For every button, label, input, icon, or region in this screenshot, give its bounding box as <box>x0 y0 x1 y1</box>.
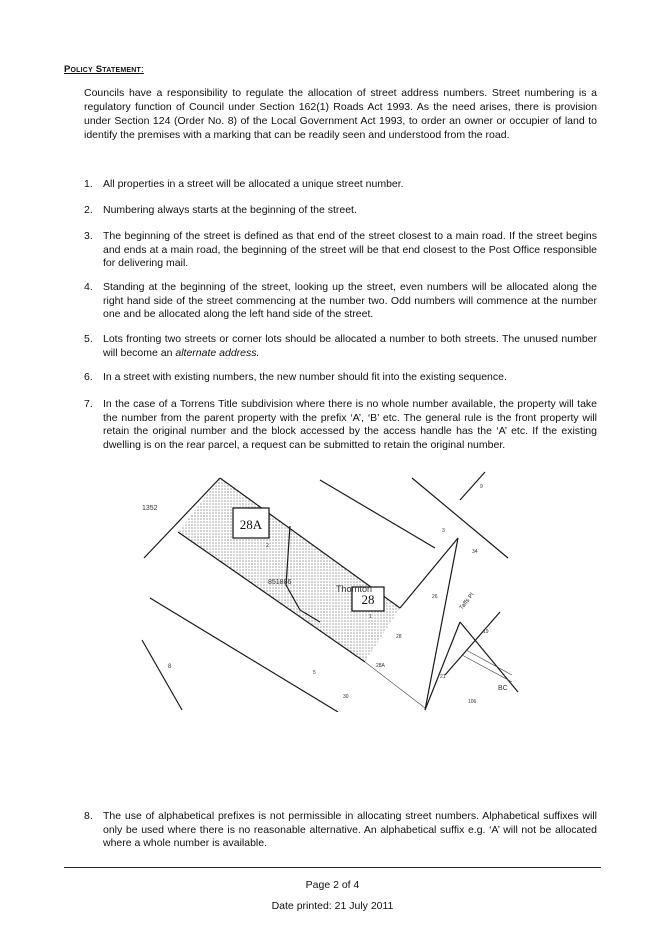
parcel-label: 26 <box>432 594 438 600</box>
parcel-label: 28 <box>396 634 402 640</box>
item-text: The use of alphabetical prefixes is not permissible in allocating street numbers. Alphabetical suffixes will only be used where there is no reasonable alternative. An alphabetical suffix e.g. ‘A’ will not be allocated where a whole number is available. <box>103 810 597 850</box>
parcel-label: BC <box>498 685 508 692</box>
list-item <box>84 204 597 218</box>
subject-lot-shading <box>178 478 400 662</box>
list-item <box>84 398 597 452</box>
parcel-label: 9 <box>480 484 483 490</box>
lot-28-label: 28 <box>361 592 375 607</box>
street-name-label: Thornton <box>336 584 373 594</box>
parcel-label: 106 <box>468 699 477 705</box>
item-number: 5. <box>84 333 93 345</box>
parcel-label: 3 <box>442 528 445 534</box>
dp-number-label: 851886 <box>268 579 292 586</box>
item-number: 8. <box>84 810 93 822</box>
list-item <box>84 281 597 322</box>
item-number: 6. <box>84 371 93 383</box>
parcel-label: 8 <box>168 664 172 670</box>
item-number: 7. <box>84 398 93 410</box>
item-text: In the case of a Torrens Title subdivision where there is no whole number available, the property will take the number from the parent property with the prefix ‘A’, ‘B’ etc. The general rule is the front property will retain the original number and the block accessed by the access handle has the ‘A’ etc. If the existing dwelling is on the rear parcel, a request can be submitted to retain the original number. <box>103 398 597 451</box>
side-street-label: Taffs Pl <box>458 592 476 612</box>
alternate-address-emphasis: alternate address. <box>175 346 260 359</box>
parcel-label: 30 <box>343 694 349 700</box>
list-item <box>84 810 597 851</box>
parcel-label: 2 <box>266 543 269 549</box>
intro-paragraph: Councils have a responsibility to regulate the allocation of street address numbers. Street numbering is a regulatory function of Council under Section 162(1) Roads Act 1993. As the need arises, there is provision under Section 124 (Order No. 8) of the Local Government Act 1993, to order an owner or occupier of land to identify the premises with a marking that can be readily seen and understood from the road. <box>84 87 597 141</box>
parcel-label: 34 <box>472 549 478 555</box>
parcel-label: 1352 <box>142 505 158 512</box>
parcel-label: 19 <box>483 629 489 635</box>
item-number: 4. <box>84 281 93 293</box>
parcel-label: 5 <box>313 670 316 676</box>
list-item <box>84 371 597 385</box>
footer-divider <box>64 867 601 868</box>
subdivision-map-diagram <box>140 470 520 712</box>
item-text: In a street with existing numbers, the new number should fit into the existing sequence. <box>103 371 507 383</box>
item-number: 3. <box>84 230 93 242</box>
parcel-label: 28A <box>376 663 385 669</box>
item-text: All properties in a street will be allocated a unique street number. <box>103 178 404 190</box>
item-text: Standing at the beginning of the street, looking up the street, even numbers will be allocated along the right hand side of the street commencing at the number two. Odd numbers will commence at the number one and be allocated along the left hand side of the street. <box>103 281 597 321</box>
list-item <box>84 333 597 360</box>
lot-28a-label: 28A <box>239 517 263 532</box>
item-number: 1. <box>84 178 93 190</box>
list-item <box>84 178 597 192</box>
date-printed: Date printed: 21 July 2011 <box>271 900 394 912</box>
item-text: The beginning of the street is defined as that end of the street closest to a main road. If the street begins and ends at a main road, the beginning of the street will be that end closest to the Post Office responsible for delivering mail. <box>103 230 597 270</box>
policy-statement-heading: Policy Statement: <box>64 64 144 75</box>
page-number: Page 2 of 4 <box>305 879 360 891</box>
item-number: 2. <box>84 204 93 216</box>
parcel-label: 1 <box>369 614 372 620</box>
item-text: Lots fronting two streets or corner lots should be allocated a number to both streets. The unused number will become an alternate address. <box>103 333 597 359</box>
item-text: Numbering always starts at the beginning of the street. <box>103 204 357 216</box>
list-item <box>84 230 597 271</box>
parcel-label: 21 <box>440 674 446 680</box>
